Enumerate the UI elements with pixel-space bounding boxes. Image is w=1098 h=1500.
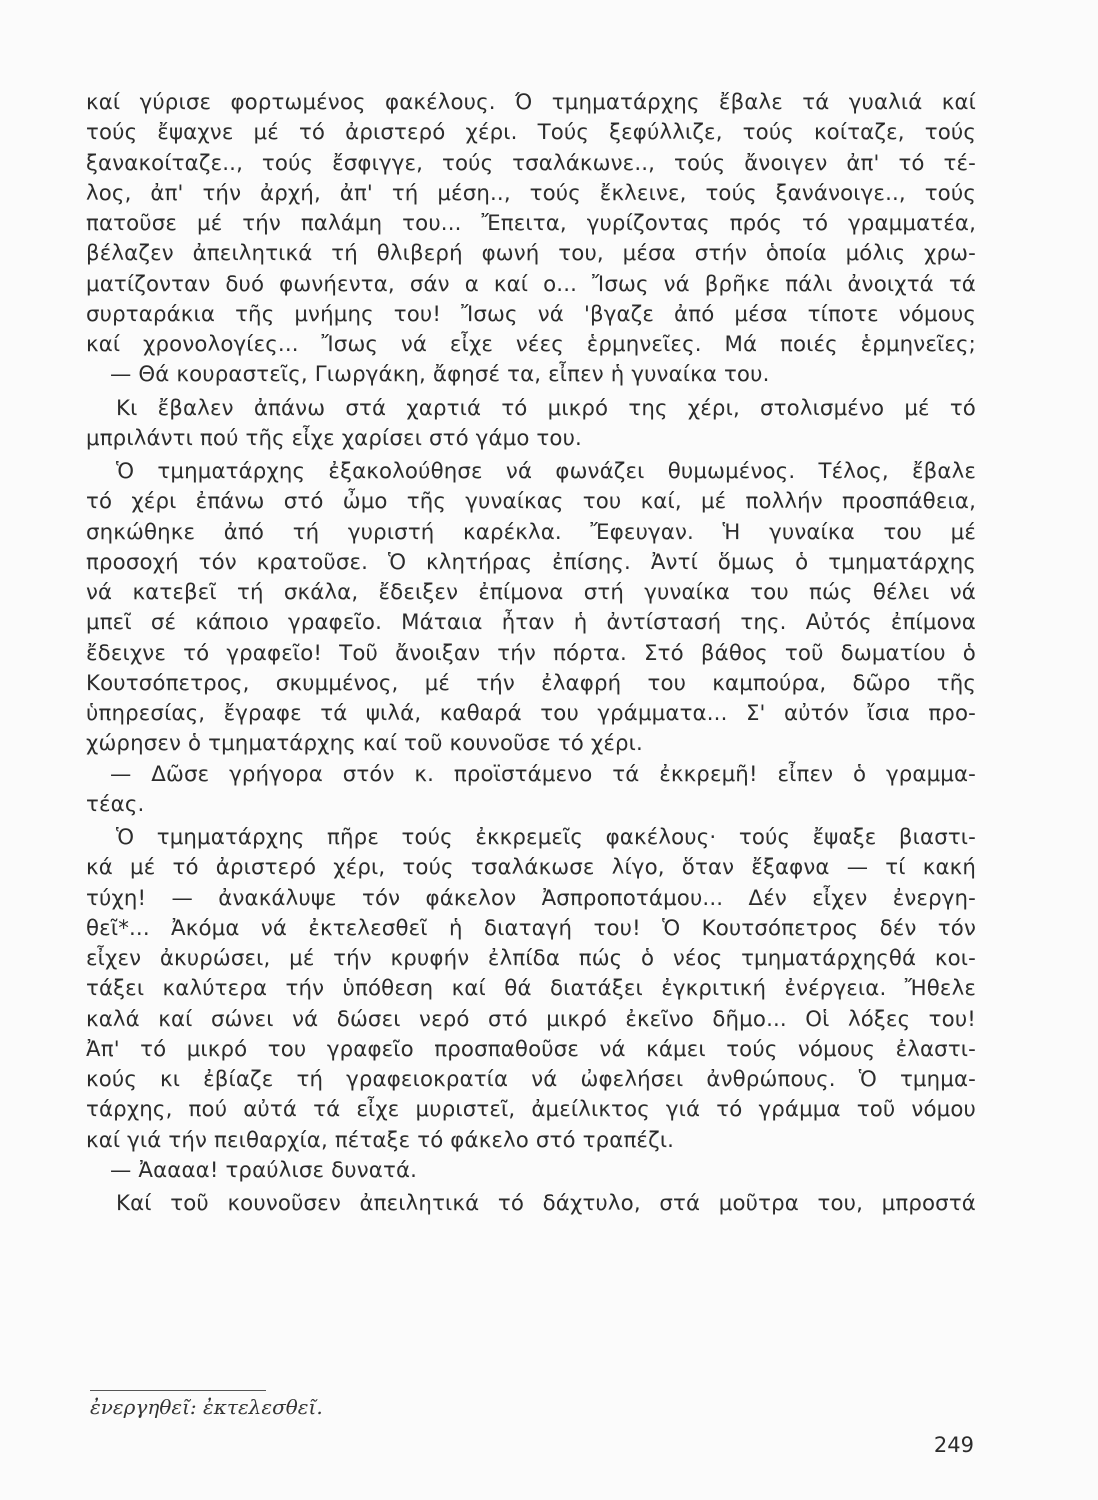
text-line: — Ἀαααα! τραύλισε δυνατά. <box>110 1157 418 1183</box>
text-line: τάξει καλύτερα τήν ὑπόθεση καί θά διατάξει ἐγκριτική ἐνέργεια. Ἤθελε <box>86 976 976 1002</box>
text-line: τάρχης, πού αὐτά τά εἶχε μυριστεῖ, ἀμείλικτος γιά τό γράμμα τοῦ νόμου <box>86 1097 976 1123</box>
footnote-rule <box>90 1390 266 1391</box>
text-line: μπριλάντι πού τῆς εἶχε χαρίσει στό γάμο του. <box>86 425 582 451</box>
text-line: πατοῦσε μέ τήν παλάμη του... Ἔπειτα, γυρίζοντας πρός τό γραμματέα, <box>86 211 976 236</box>
text-line: βέλαζεν ἀπειλητικά τή θλιβερή φωνή του, μέσα στήν ὁποία μόλις χρω- <box>86 241 976 267</box>
text-line: καί χρονολογίες... Ἴσως νά εἶχε νέες ἑρμηνεῖες. Μά ποιές ἑρμηνεῖες; <box>86 332 976 357</box>
text-line: θεῖ*... Ἀκόμα νά ἐκτελεσθεῖ ἡ διαταγή του! Ὁ Κουτσόπετρος δέν τόν <box>86 915 976 941</box>
text-line: τό χέρι ἐπάνω στό ὦμο τῆς γυναίκας του καί, μέ πολλήν προσπάθεια, <box>86 489 976 515</box>
text-line: σηκώθηκε ἀπό τή γυριστή καρέκλα. Ἔφευγαν. Ἡ γυναίκα του μέ <box>86 519 976 545</box>
text-line: ξανακοίταζε.., τούς ἔσφιγγε, τούς τσαλάκωνε.., τούς ἄνοιγεν ἀπ' τό τέ- <box>86 150 976 176</box>
footnote: ἐνεργηθεῖ: ἐκτελεσθεῖ. <box>90 1395 323 1419</box>
text-line: προσοχή τόν κρατοῦσε. Ὁ κλητήρας ἐπίσης. Ἀντί ὅμως ὁ τμηματάρχης <box>86 549 976 575</box>
text-line: νά κατεβεῖ τή σκάλα, ἔδειξεν ἐπίμονα στή γυναίκα του πώς θέλει νά <box>86 580 976 605</box>
text-line: — Δῶσε γρήγορα στόν κ. προϊστάμενο τά ἐκκρεμῆ! εἶπεν ὁ γραμμα- <box>110 761 976 787</box>
text-line: Κι ἔβαλεν ἀπάνω στά χαρτιά τό μικρό της χέρι, στολισμένο μέ τό <box>116 395 976 421</box>
text-line: κούς κι ἐβίαζε τή γραφειοκρατία νά ὠφελήσει ἀνθρώπους. Ὁ τμημα- <box>86 1067 976 1092</box>
text-line: Ἀπ' τό μικρό του γραφεῖο προσπαθοῦσε νά κάμει τούς νόμους ἐλαστι- <box>86 1036 976 1062</box>
text-line: Κουτσόπετρος, σκυμμένος, μέ τήν ἐλαφρή του καμπούρα, δῶρο τῆς <box>86 670 976 696</box>
text-line: ὑπηρεσίας, ἔγραφε τά ψιλά, καθαρά του γράμματα... Σ' αὐτόν ἴσια προ- <box>86 701 976 726</box>
text-line: συρταράκια τῆς μνήμης του! Ἴσως νά 'βγαζε ἀπό μέσα τίποτε νόμους <box>86 301 976 327</box>
text-line: τέας. <box>86 791 145 817</box>
page-number: 249 <box>933 1433 974 1457</box>
text-line: Ὁ τμηματάρχης ἐξακολούθησε νά φωνάζει θυμωμένος. Τέλος, ἔβαλε <box>116 459 976 484</box>
text-line: — Θά κουραστεῖς, Γιωργάκη, ἄφησέ τα, εἶπεν ἡ γυναίκα του. <box>110 362 770 388</box>
body-text <box>86 88 976 1219</box>
text-line: τύχη! — ἀνακάλυψε τόν φάκελον Ἀσπροποτάμου... Δέν εἶχεν ἐνεργη- <box>86 885 976 911</box>
text-line: χώρησεν ὁ τμηματάρχης καί τοῦ κουνοῦσε τό χέρι. <box>86 731 643 757</box>
text-line: μπεῖ σέ κάποιο γραφεῖο. Μάταια ἦταν ἡ ἀντίστασή της. Αὐτός ἐπίμονα <box>86 610 976 636</box>
text-line: Καί τοῦ κουνοῦσεν ἀπειλητικά τό δάχτυλο, στά μοῦτρα του, μπροστά <box>116 1191 976 1216</box>
text-line: Ὁ τμηματάρχης πῆρε τούς ἐκκρεμεῖς φακέλους· τούς ἔψαξε βιαστι- <box>116 825 976 850</box>
text-line: καλά καί σώνει νά δώσει νερό στό μικρό ἐκεῖνο δῆμο... Οἱ λόξες του! <box>86 1006 976 1032</box>
text-line: λος, ἀπ' τήν ἀρχή, ἀπ' τή μέση.., τούς ἔκλεινε, τούς ξανάνοιγε.., τούς <box>86 180 976 206</box>
text-line: καί γύρισε φορτωμένος φακέλους. Ό τμηματάρχης ἔβαλε τά γυαλιά καί <box>86 90 976 115</box>
text-line: καί γιά τήν πειθαρχία, πέταξε τό φάκελο στό τραπέζι. <box>86 1127 675 1153</box>
text-line: εἶχεν ἀκυρώσει, μέ τήν κρυφήν ἐλπίδα πώς ὁ νέος τμηματάρχηςθά κοι- <box>86 946 976 971</box>
text-line: ματίζονταν δυό φωνήεντα, σάν α καί ο... Ἴσως νά βρῆκε πάλι ἀνοιχτά τά <box>86 271 976 297</box>
text-line: κά μέ τό ἀριστερό χέρι, τούς τσαλάκωσε λίγο, ὅταν ἔξαφνα — τί κακή <box>86 855 976 881</box>
text-line: τούς ἔψαχνε μέ τό ἀριστερό χέρι. Τούς ξεφύλλιζε, τούς κοίταζε, τούς <box>86 120 976 146</box>
text-line: ἔδειχνε τό γραφεῖο! Τοῦ ἄνοιξαν τήν πόρτα. Στό βάθος τοῦ δωματίου ὁ <box>86 640 976 666</box>
